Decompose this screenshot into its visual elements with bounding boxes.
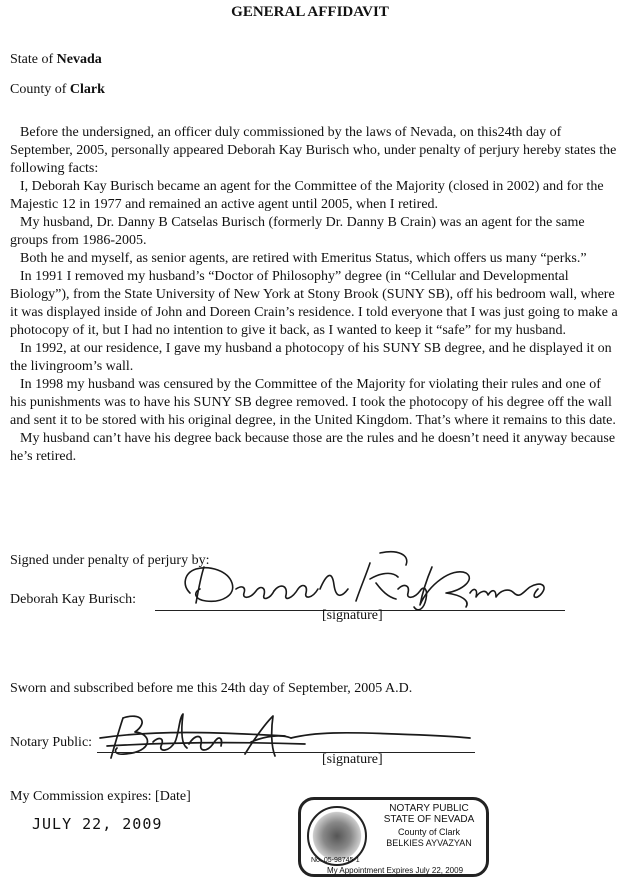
paragraph: I, Deborah Kay Burisch became an agent for the Committee of the Majority (closed in 2002) and for the Majestic 12 in 1977 and remained an active agent until 2005, when I retired. — [10, 179, 604, 212]
commission-expires-label: My Commission expires: [Date] — [10, 789, 191, 804]
county-value: Clark — [69, 82, 105, 97]
notary-label: Notary Public: — [10, 735, 93, 750]
document-title: GENERAL AFFIDAVIT — [231, 4, 389, 20]
paragraph: Before the undersigned, an officer duly commissioned by the laws of Nevada, on this24th day of September, 2005, personally appeared Deborah Kay Burisch who, under penalty of perjury hereby states the following facts: — [10, 125, 617, 176]
paragraph: In 1991 I removed my husband’s “Doctor of Philosophy” degree (in “Cellular and Developmental Biology”), from the State University of New York at Stony Brook (SUNY SB), off his bedroom wall, where it was displayed inside of John and Doreen Crain’s residence. I told everyone that I was just going to make a photocopy of it, but I had no intention to give it back, as I wanted to keep it “safe” for my husband. — [10, 269, 618, 338]
seal-line-state: STATE OF NEVADA — [383, 814, 475, 825]
notary-signature-line — [97, 752, 475, 753]
commission-date-handwritten: JULY 22, 2009 — [32, 815, 163, 833]
affiant-label: Deborah Kay Burisch: — [10, 592, 136, 607]
state-line — [10, 52, 102, 68]
paragraph: My husband can’t have his degree back because those are the rules and he doesn’t need it anyway because he’s retired. — [10, 431, 616, 464]
county-line — [10, 82, 105, 98]
state-value: Nevada — [56, 52, 102, 67]
notary-seal — [298, 797, 489, 877]
paragraph: My husband, Dr. Danny B Catselas Burisch (formerly Dr. Danny B Crain) was an agent for the same groups from 1986-2005. — [10, 215, 585, 248]
seal-number: No. 05-98745-1 — [311, 857, 360, 864]
seal-expiration: My Appointment Expires July 22, 2009 — [326, 866, 464, 875]
seal-text — [371, 803, 487, 849]
paragraph: In 1992, at our residence, I gave my husband a photocopy of his SUNY SB degree, and he displayed it on the livingroom’s wall. — [10, 341, 612, 374]
paragraph: In 1998 my husband was censured by the Committee of the Majority for violating their rules and one of his punishments was to have his SUNY SB degree removed. I took the photocopy of his degree off the wall and sent it to be stored with his original degree, in the United Kingdom. That’s where it remains to this date. — [10, 377, 616, 428]
seal-line-name: BELKIES AYVAZYAN — [386, 838, 472, 848]
seal-line-county: County of Clark — [397, 827, 461, 837]
seal-line-notary-public: NOTARY PUBLIC — [389, 803, 469, 814]
notary-signature — [95, 708, 475, 764]
paragraph: Both he and myself, as senior agents, are retired with Emeritus Status, which offers us many “perks.” — [20, 251, 587, 266]
signed-statement: Signed under penalty of perjury by: — [10, 553, 210, 568]
county-label: County of — [10, 82, 67, 97]
state-label: State of — [10, 52, 54, 67]
notary-signature-caption: [signature] — [322, 752, 383, 767]
affiant-signature-caption: [signature] — [322, 608, 383, 623]
affidavit-body — [10, 124, 620, 466]
sworn-statement: Sworn and subscribed before me this 24th day of September, 2005 A.D. — [10, 681, 413, 696]
affiant-signature — [170, 545, 570, 615]
